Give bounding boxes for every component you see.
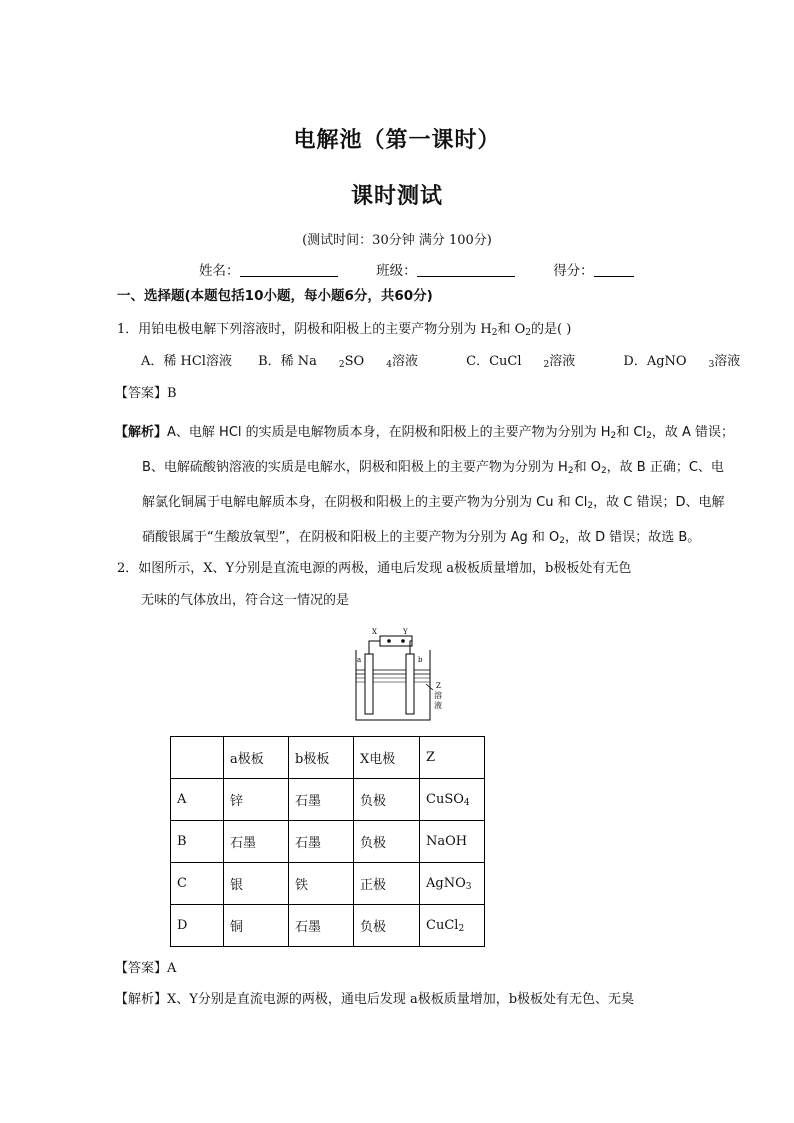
- table-cell: B: [171, 821, 224, 863]
- label-z: Z: [436, 682, 441, 690]
- table-cell: A: [171, 779, 224, 821]
- question-1-options: [141, 350, 784, 370]
- table-cell: CuCl$_2$: [420, 905, 485, 947]
- table-cell: 石墨: [289, 821, 354, 863]
- table-header-cell: Z: [420, 737, 485, 779]
- table-cell: 负极: [354, 821, 420, 863]
- table-row: [171, 821, 485, 863]
- table-cell: 负极: [354, 905, 420, 947]
- name-field[interactable]: [240, 262, 338, 277]
- test-meta: (测试时间：30分钟 满分 100分): [302, 233, 492, 248]
- table-header-cell: X电极: [354, 737, 420, 779]
- label-z-solution-2: 液: [434, 701, 442, 710]
- question-2-explanation: 【解析】X、Y分别是直流电源的两极，通电后发现 a极板质量增加，b极板处有无色、无臭: [115, 992, 635, 1007]
- question-1-explanation: 【解析】A、电解 HCl 的实质是电解物质本身，在阴极和阳极上的主要产物为分别为 $H_2$和 $Cl_2$，故 A 错误； B、电解硫酸钠溶液的实质是电解水，阴极和阳极上的主要产物为分别为 $H_2$和 $O_2$，故 B 正确；C、电 解氯化铜属于电解电解质本身，在阴极和阳极上的主要产物为分别为 Cu 和 $Cl_2$，故 C 错误；D、电解 硝酸银属于“生酸放氧型”，在阴极和阳极上的主要产物为分别为 Ag 和 $O_2$，故 D 错误；故选 B。: [115, 425, 735, 546]
- name-label: 姓名：: [199, 263, 240, 279]
- score-label: 得分：: [553, 263, 594, 279]
- power-supply: [380, 636, 412, 646]
- label-y: Y: [403, 628, 408, 636]
- question-2-stem-line1: 2．如图所示，X、Y分别是直流电源的两极，通电后发现 a极板质量增加，b极板处有无色: [117, 561, 632, 576]
- class-field[interactable]: [417, 262, 515, 277]
- table-header-cell: [171, 737, 224, 779]
- option-b: B．稀 Na $_2$SO $_4$溶液: [258, 354, 418, 370]
- question-1-answer: 【答案】B: [115, 386, 177, 401]
- table-cell: D: [171, 905, 224, 947]
- label-a: a: [357, 656, 362, 664]
- table-cell: C: [171, 863, 224, 905]
- option-c: C．CuCl $_2$溶液: [466, 354, 576, 370]
- option-d: D．AgNO $_3$溶液: [623, 354, 741, 370]
- table-cell: CuSO$_4$: [420, 779, 485, 821]
- table-row: [171, 863, 485, 905]
- label-x: X: [372, 628, 377, 636]
- table-cell: 锌: [224, 779, 289, 821]
- table-cell: 负极: [354, 779, 420, 821]
- table-cell: 正极: [354, 863, 420, 905]
- table-cell: 铜: [224, 905, 289, 947]
- electrolysis-cell-figure: [352, 626, 452, 722]
- table-cell: AgNO$_3$: [420, 863, 485, 905]
- table-cell: 石墨: [224, 821, 289, 863]
- question-2-answer: 【答案】A: [115, 961, 177, 976]
- question-1-stem: 1．用铂电极电解下列溶液时，阴极和阳极上的主要产物分别为 $H_2$和 $O_2$的是( ): [117, 322, 572, 338]
- option-a: A．稀 HCl溶液: [141, 354, 232, 369]
- student-info-line: [199, 259, 634, 279]
- table-row: [171, 779, 485, 821]
- table-row: [171, 905, 485, 947]
- table-cell: 铁: [289, 863, 354, 905]
- table-cell: 石墨: [289, 905, 354, 947]
- table-header-cell: b极板: [289, 737, 354, 779]
- class-label: 班级：: [376, 263, 417, 279]
- table-cell: 石墨: [289, 779, 354, 821]
- table-header-row: [171, 737, 485, 779]
- table-cell: NaOH: [420, 821, 485, 863]
- electrode-a: [365, 654, 373, 714]
- label-b: b: [418, 656, 423, 664]
- label-z-solution-1: 溶: [434, 691, 442, 700]
- page-subtitle: 课时测试: [350, 183, 443, 209]
- table-header-cell: a极板: [224, 737, 289, 779]
- section-heading: 一、选择题(本题包括10小题，每小题6分，共60分): [117, 288, 433, 304]
- question-2-stem-line2: 无味的气体放出，符合这一情况的是: [141, 593, 350, 608]
- options-table: [170, 736, 485, 947]
- table-cell: 银: [224, 863, 289, 905]
- score-field[interactable]: [594, 262, 634, 277]
- electrode-b: [406, 654, 414, 714]
- page-title: 电解池（第一课时）: [293, 127, 501, 153]
